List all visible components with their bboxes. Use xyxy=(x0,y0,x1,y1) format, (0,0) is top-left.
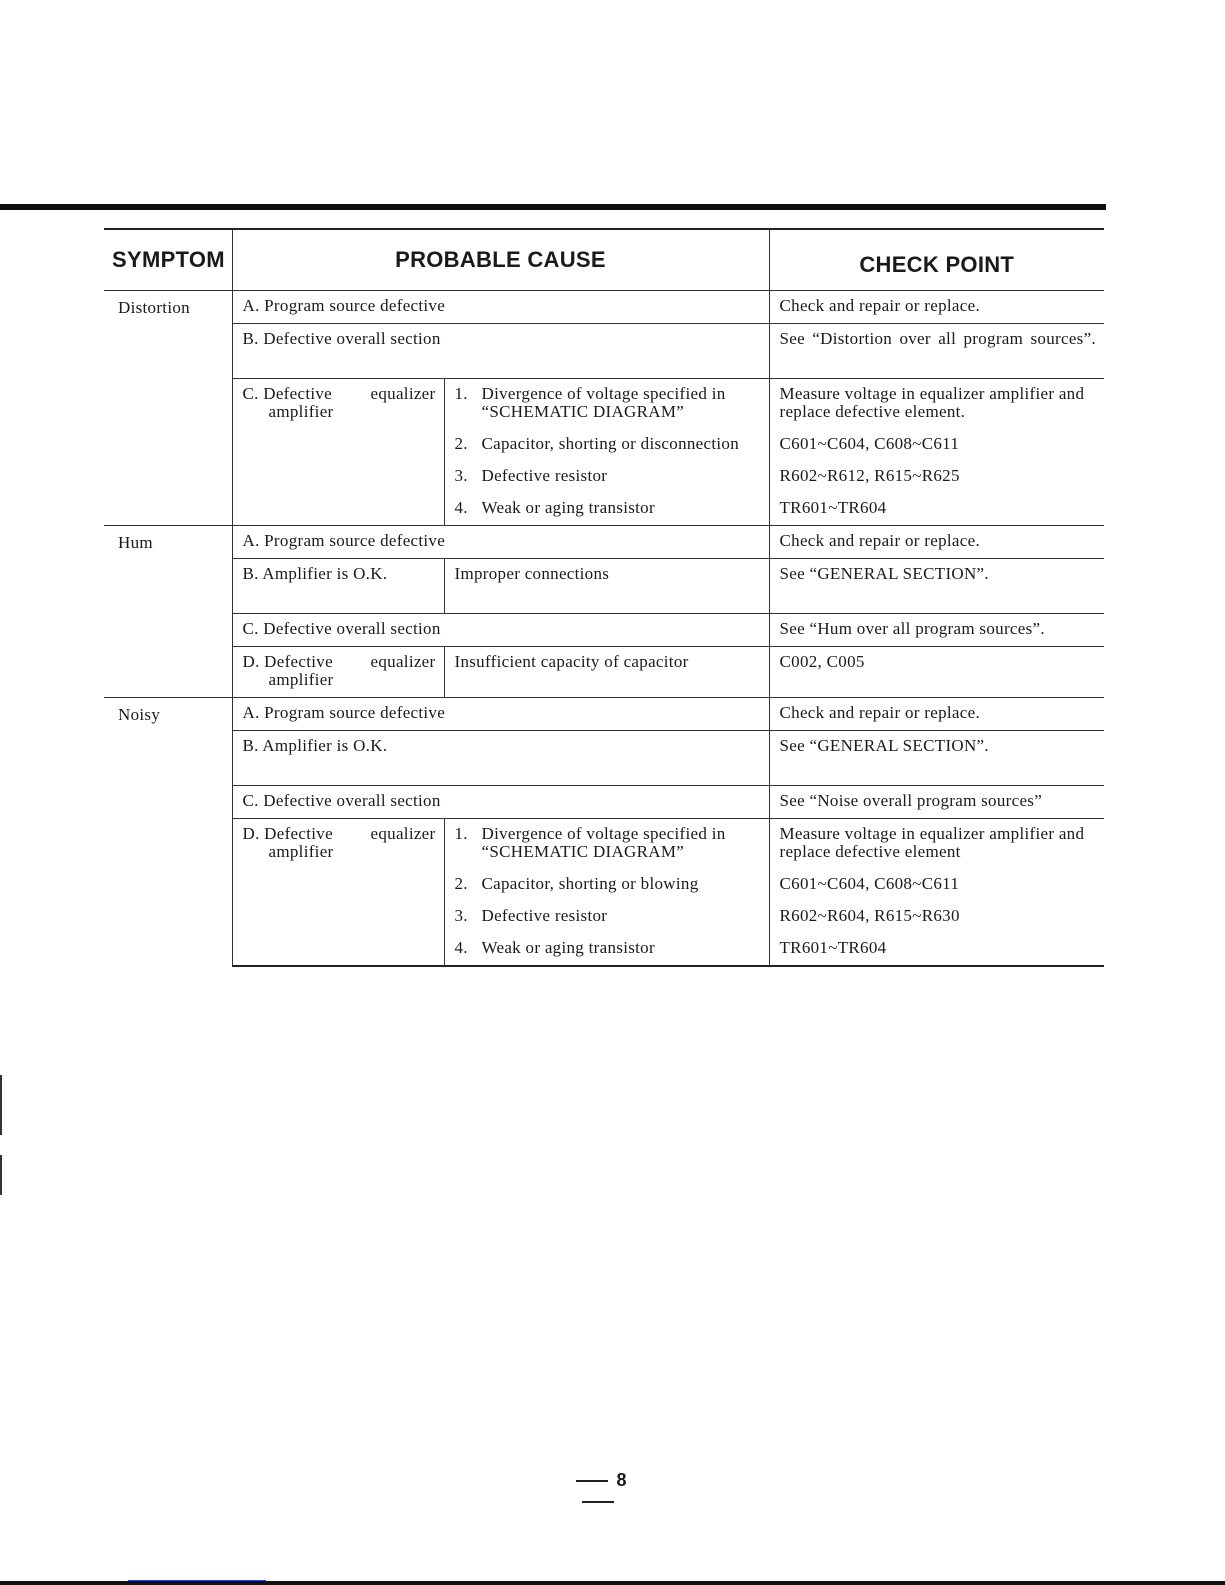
check-text: R602~R612, R615~R625 xyxy=(769,461,1104,493)
header-symptom: SYMPTOM xyxy=(104,229,232,291)
table-row xyxy=(104,291,1104,324)
table-row xyxy=(104,819,1104,870)
cause-detail: Insufficient capacity of capacitor xyxy=(444,647,769,698)
item-number: 4. xyxy=(454,938,468,957)
header-row xyxy=(104,229,1104,291)
cause-line2: amplifier xyxy=(268,670,334,689)
list-item xyxy=(444,429,769,461)
item-number: 1. xyxy=(454,384,468,403)
cause-text: A. Program source defective xyxy=(232,526,769,559)
table-row xyxy=(104,731,1104,786)
check-text: See “Hum over all program sources”. xyxy=(769,614,1104,647)
item-text: Divergence of voltage specified in “SCHEMATIC DIAGRAM” xyxy=(481,384,726,421)
page-number xyxy=(545,1470,650,1512)
cause-text: B. Amplifier is O.K. xyxy=(232,731,769,786)
table-row xyxy=(104,786,1104,819)
symptom-noisy: Noisy xyxy=(104,698,232,967)
cause-letter: D. Defective xyxy=(242,652,333,671)
item-text: Capacitor, shorting or disconnection xyxy=(481,434,740,453)
troubleshooting-table xyxy=(104,228,1104,967)
cause-text: B. Defective overall section xyxy=(232,324,769,379)
table-row xyxy=(104,526,1104,559)
symptom-distortion: Distortion xyxy=(104,291,232,526)
check-text: C601~C604, C608~C611 xyxy=(769,869,1104,901)
table-row xyxy=(104,698,1104,731)
check-text: TR601~TR604 xyxy=(769,933,1104,966)
item-text: Weak or aging transistor xyxy=(481,938,655,957)
check-text: Check and repair or replace. xyxy=(769,526,1104,559)
page-dash-right xyxy=(582,1501,614,1503)
symptom-hum: Hum xyxy=(104,526,232,698)
item-text: Weak or aging transistor xyxy=(481,498,655,517)
check-text: R602~R604, R615~R630 xyxy=(769,901,1104,933)
list-item xyxy=(444,901,769,933)
cause-text: C. Defective overall section xyxy=(232,614,769,647)
cause-word: equalizer xyxy=(370,824,436,843)
check-text: TR601~TR604 xyxy=(769,493,1104,526)
list-item xyxy=(444,461,769,493)
check-text: Measure voltage in equalizer amplifier and replace defective element. xyxy=(769,379,1104,430)
check-text: See “GENERAL SECTION”. xyxy=(769,731,1104,786)
list-item xyxy=(444,869,769,901)
table-row xyxy=(104,559,1104,614)
header-check-point: CHECK POINT xyxy=(769,229,1104,291)
item-text: Defective resistor xyxy=(481,906,608,925)
check-text: See “Noise overall program sources” xyxy=(769,786,1104,819)
check-text: Check and repair or replace. xyxy=(769,291,1104,324)
scan-edge-mark xyxy=(0,1155,2,1195)
list-item xyxy=(444,819,769,870)
item-text: Capacitor, shorting or blowing xyxy=(481,874,699,893)
cause-text: A. Program source defective xyxy=(232,698,769,731)
table-row xyxy=(104,324,1104,379)
item-number: 3. xyxy=(454,466,468,485)
cause-detail: Improper connections xyxy=(444,559,769,614)
item-number: 4. xyxy=(454,498,468,517)
item-number: 3. xyxy=(454,906,468,925)
item-text: Defective resistor xyxy=(481,466,608,485)
item-number: 1. xyxy=(454,824,468,843)
cause-text: B. Amplifier is O.K. xyxy=(232,559,444,614)
cause-text: A. Program source defective xyxy=(232,291,769,324)
check-text: Measure voltage in equalizer amplifier and replace defective element xyxy=(769,819,1104,870)
top-rule xyxy=(0,204,1106,210)
page-dash-left xyxy=(576,1480,608,1482)
cause-block xyxy=(232,647,444,698)
cause-line2: amplifier xyxy=(268,402,334,421)
table-row xyxy=(104,647,1104,698)
cause-word: equalizer xyxy=(370,652,436,671)
cause-word: equalizer xyxy=(370,384,436,403)
check-text: C002, C005 xyxy=(769,647,1104,698)
bottom-edge xyxy=(0,1581,1225,1585)
table-row xyxy=(104,379,1104,430)
page-number-value: 8 xyxy=(616,1470,627,1490)
cause-line2: amplifier xyxy=(268,842,334,861)
check-text: Check and repair or replace. xyxy=(769,698,1104,731)
list-item xyxy=(444,933,769,966)
cause-text: C. Defective overall section xyxy=(232,786,769,819)
scan-edge-mark xyxy=(0,1075,2,1135)
cause-block xyxy=(232,379,444,526)
item-text: Divergence of voltage specified in “SCHEMATIC DIAGRAM” xyxy=(481,824,726,861)
check-text: See “GENERAL SECTION”. xyxy=(769,559,1104,614)
cause-letter: D. Defective xyxy=(242,824,333,843)
cause-block xyxy=(232,819,444,967)
check-text: C601~C604, C608~C611 xyxy=(769,429,1104,461)
header-probable-cause: PROBABLE CAUSE xyxy=(232,229,769,291)
item-number: 2. xyxy=(454,874,468,893)
check-text: See “Distortion over all program sources”. xyxy=(769,324,1104,379)
list-item xyxy=(444,493,769,526)
item-number: 2. xyxy=(454,434,468,453)
table-row xyxy=(104,614,1104,647)
list-item xyxy=(444,379,769,430)
cause-letter: C. Defective xyxy=(242,384,333,403)
